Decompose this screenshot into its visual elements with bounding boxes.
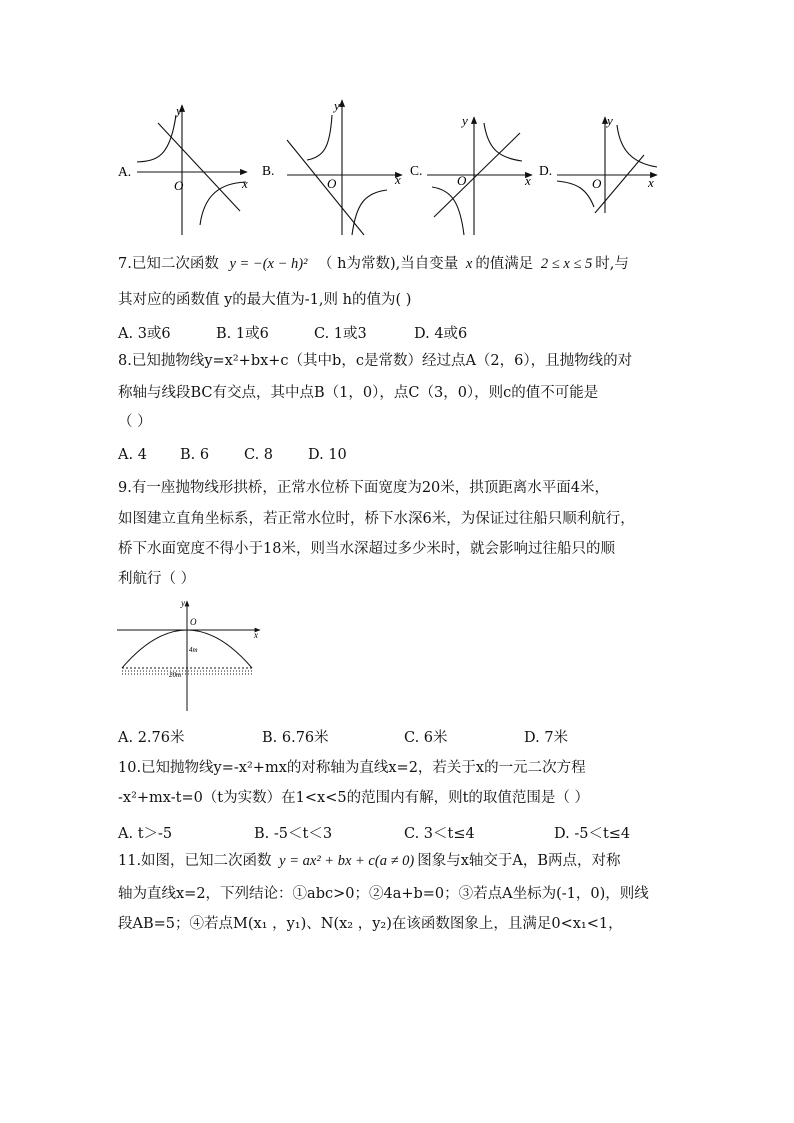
graph-b-label: B.: [262, 163, 275, 178]
graph-c-label: C.: [410, 163, 423, 178]
graph-d-x-label: x: [648, 175, 654, 190]
graph-c-origin: O: [457, 173, 467, 188]
q7-option-d: D. 4或6: [414, 326, 468, 342]
bridge-figure: [112, 596, 272, 714]
q8-line-3: （ ）: [118, 414, 152, 430]
bridge-x-label: x: [254, 630, 258, 640]
q9-option-c: C. 6米: [404, 730, 448, 746]
q8-option-d: D. 10: [308, 447, 347, 463]
graph-a-y-label: y: [176, 103, 182, 118]
graph-d-origin: O: [592, 176, 602, 191]
q11-line-2: 轴为直线x=2，下列结论：①abc>0；②4a+b=0；③若点A坐标为(-1，0)，则线: [118, 886, 649, 902]
q8-line-2: 称轴与线段BC有交点，其中点B（1，0），点C（3，0），则c的值不可能是: [118, 385, 599, 401]
q8-option-a: A. 4: [118, 447, 147, 463]
q10-option-c: C. 3＜t≤4: [404, 826, 475, 842]
graph-a: [118, 103, 248, 235]
bridge-y-label: y: [181, 598, 185, 608]
q7-option-b: B. 1或6: [216, 326, 269, 342]
q9-line-1: 9.有一座抛物线形拱桥，正常水位桥下面宽度为20米，拱顶距离水平面4米，: [118, 480, 610, 496]
q10-line-1: 10.已知抛物线y=-x²+mx的对称轴为直线x=2，若关于x的一元二次方程: [118, 760, 586, 776]
q10-option-d: D. -5＜t≤4: [554, 826, 631, 842]
graph-d-label: D.: [539, 163, 553, 178]
graph-d: [539, 113, 657, 213]
graph-options-figure: [112, 95, 672, 245]
graph-a-x-label: x: [242, 176, 248, 191]
q7-line-1: [118, 254, 629, 274]
q10-option-b: B. -5＜t＜3: [254, 826, 333, 842]
q11-line-3: 段AB=5；④若点M(x₁ ，y₁)、N(x₂ ，y₂)在该函数图象上，且满足0<x₁<1，: [118, 916, 623, 932]
graph-a-label: A.: [118, 164, 132, 179]
q10-line-2: -x²+mx-t=0（t为实数）在1<x<5的范围内有解，则t的取值范围是（ ）: [118, 790, 590, 806]
bridge-width-label: 20m: [169, 671, 182, 679]
q8-option-b: B. 6: [180, 447, 210, 463]
q8-line-1: 8.已知抛物线y=x²+bx+c（其中b，c是常数）经过点A（2，6），且抛物线的对: [118, 353, 633, 369]
graph-options-row: [112, 95, 672, 245]
q7-option-a: A. 3或6: [118, 326, 171, 342]
q7-line-2: 其对应的函数值 y的最大值为-1,则 h的值为( ): [118, 292, 412, 308]
bridge-origin-label: O: [190, 617, 197, 627]
q11-prefix: 11.如图，已知二次函数: [118, 853, 272, 869]
q11-suffix: 图象与x轴交于A，B两点，对称: [417, 853, 621, 869]
q9-line-2: 如图建立直角坐标系，若正常水位时，桥下水深6米，为保证过往船只顺利航行，: [118, 511, 635, 527]
graph-c-x-label: x: [525, 173, 531, 188]
q7-range: 2 ≤ x ≤ 5: [540, 256, 593, 272]
graph-b: [262, 98, 402, 235]
q7-mid: （ h为常数),当自变量: [318, 256, 459, 272]
graph-b-y-label: y: [334, 98, 340, 113]
q11-line-1: [118, 851, 621, 871]
q11-formula: y = ax² + bx + c(a ≠ 0): [279, 853, 415, 869]
q7-mid2: 的值满足: [475, 256, 534, 272]
q9-line-4: 利航行（ ）: [118, 571, 196, 587]
graph-c-y-label: y: [462, 113, 468, 128]
q10-option-a: A. t＞-5: [118, 826, 173, 842]
q7-prefix: 7.已知二次函数: [118, 256, 219, 272]
q9-option-b: B. 6.76米: [262, 730, 329, 746]
graph-b-origin: O: [327, 176, 337, 191]
graph-a-origin: O: [174, 178, 184, 193]
graph-b-x-label: x: [395, 172, 401, 187]
q7-formula: y = −(x − h)²: [229, 256, 308, 272]
q9-option-d: D. 7米: [524, 730, 569, 746]
q7-var-x: x: [465, 256, 473, 272]
graph-c: [410, 113, 532, 235]
q9-option-a: A. 2.76米: [118, 730, 185, 746]
graph-d-y-label: y: [607, 113, 613, 128]
q8-option-c: C. 8: [244, 447, 274, 463]
bridge-height-label: 4m: [189, 646, 198, 654]
q9-line-3: 桥下水面宽度不得小于18米，则当水深超过多少米时，就会影响过往船只的顺: [118, 541, 615, 557]
q7-option-c: C. 1或3: [314, 326, 367, 342]
q7-suffix: 时,与: [595, 256, 629, 272]
